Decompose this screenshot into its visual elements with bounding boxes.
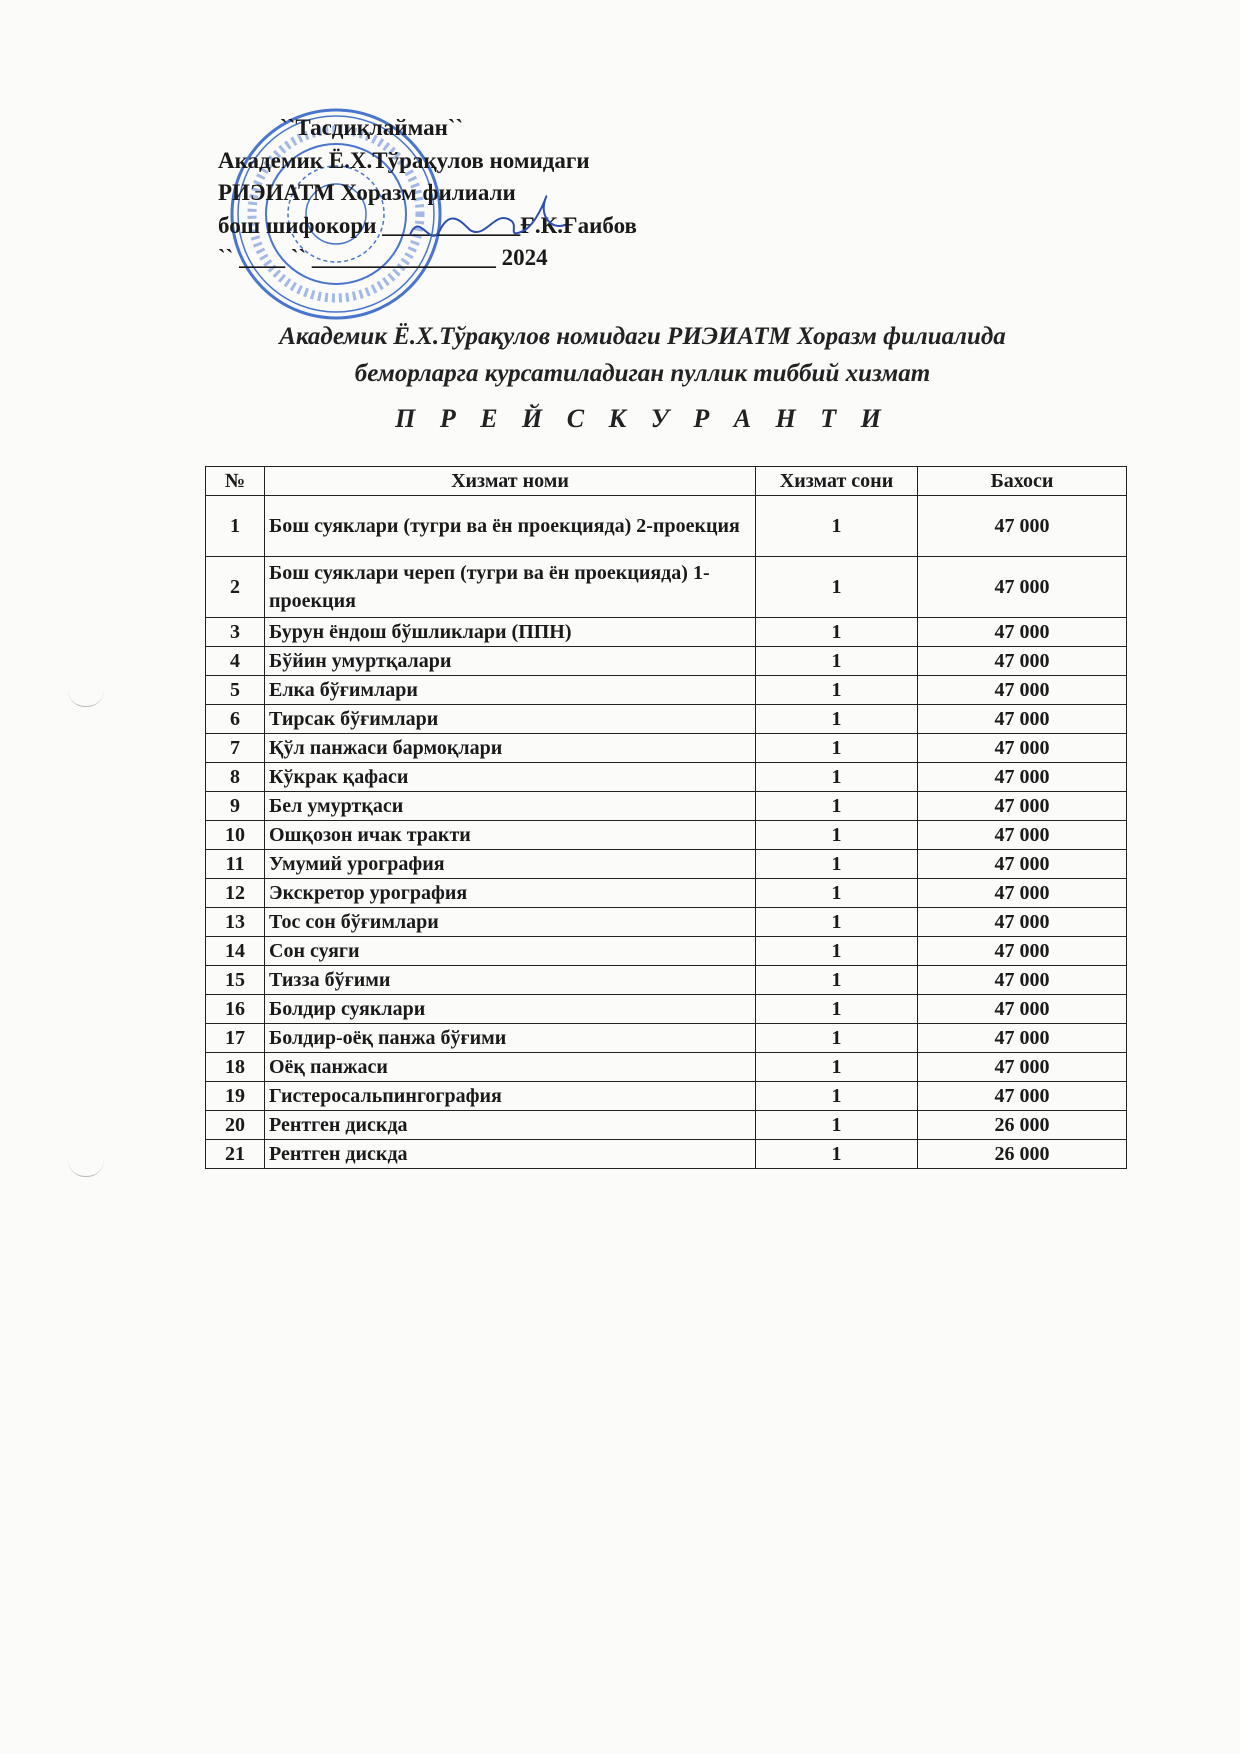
service-price: 47 000 [918, 705, 1127, 734]
row-number: 18 [206, 1053, 265, 1082]
service-name: Бурун ёндош бўшликлари (ППН) [265, 618, 756, 647]
service-quantity: 1 [756, 1082, 918, 1111]
service-price: 26 000 [918, 1140, 1127, 1169]
service-price: 47 000 [918, 734, 1127, 763]
service-quantity: 1 [756, 763, 918, 792]
table-row [206, 1053, 1127, 1082]
service-quantity: 1 [756, 1053, 918, 1082]
service-name: Ошқозон ичак тракти [265, 821, 756, 850]
table-row [206, 850, 1127, 879]
column-header-number: № [206, 467, 265, 496]
service-name: Тизза бўғими [265, 966, 756, 995]
table-row [206, 966, 1127, 995]
service-name: Рентген дискда [265, 1140, 756, 1169]
title-line: Академик Ё.Х.Тўрақулов номидаги РИЭИАТМ Хоразм филиалида [279, 323, 1006, 350]
service-price: 47 000 [918, 966, 1127, 995]
service-quantity: 1 [756, 618, 918, 647]
service-price: 47 000 [918, 995, 1127, 1024]
price-table [205, 466, 1127, 1169]
row-number: 12 [206, 879, 265, 908]
table-row [206, 734, 1127, 763]
service-quantity: 1 [756, 676, 918, 705]
row-number: 4 [206, 647, 265, 676]
column-header-price: Бахоси [918, 467, 1127, 496]
table-row [206, 647, 1127, 676]
service-price: 47 000 [918, 792, 1127, 821]
service-quantity: 1 [756, 1111, 918, 1140]
table-row [206, 1111, 1127, 1140]
table-row [206, 557, 1127, 618]
service-name: Болдир-оёқ панжа бўғими [265, 1024, 756, 1053]
price-list-heading: П Р Е Й С К У Р А Н Т И [395, 404, 890, 433]
row-number: 11 [206, 850, 265, 879]
row-number: 5 [206, 676, 265, 705]
service-quantity: 1 [756, 647, 918, 676]
row-number: 1 [206, 496, 265, 557]
document-title [0, 318, 1240, 392]
service-price: 47 000 [918, 1082, 1127, 1111]
service-quantity: 1 [756, 557, 918, 618]
column-header-quantity: Хизмат сони [756, 467, 918, 496]
service-name: Рентген дискда [265, 1111, 756, 1140]
service-price: 47 000 [918, 821, 1127, 850]
service-name: Умумий урография [265, 850, 756, 879]
service-price: 47 000 [918, 1024, 1127, 1053]
service-name: Бош суяклари (тугри ва ён проекцияда) 2-проекция [265, 496, 756, 557]
service-name: Экскретор урография [265, 879, 756, 908]
row-number: 17 [206, 1024, 265, 1053]
row-number: 19 [206, 1082, 265, 1111]
row-number: 8 [206, 763, 265, 792]
service-quantity: 1 [756, 850, 918, 879]
service-price: 47 000 [918, 908, 1127, 937]
service-price: 47 000 [918, 676, 1127, 705]
service-quantity: 1 [756, 705, 918, 734]
title-line: беморларга курсатиладиган пуллик тиббий хизмат [354, 360, 931, 387]
row-number: 15 [206, 966, 265, 995]
service-price: 47 000 [918, 647, 1127, 676]
table-row [206, 821, 1127, 850]
service-quantity: 1 [756, 937, 918, 966]
service-name: Гистеросальпингография [265, 1082, 756, 1111]
table-row [206, 705, 1127, 734]
row-number: 9 [206, 792, 265, 821]
approval-heading: ``Тасдиқлайман`` [280, 115, 464, 140]
row-number: 21 [206, 1140, 265, 1169]
row-number: 6 [206, 705, 265, 734]
service-quantity: 1 [756, 821, 918, 850]
table-row [206, 995, 1127, 1024]
row-number: 10 [206, 821, 265, 850]
row-number: 16 [206, 995, 265, 1024]
table-header-row [206, 467, 1127, 496]
approval-date: `` ____ `` ________________ 2024 [218, 245, 548, 270]
service-quantity: 1 [756, 496, 918, 557]
service-price: 47 000 [918, 763, 1127, 792]
table-row [206, 763, 1127, 792]
table-row [206, 879, 1127, 908]
table-row [206, 908, 1127, 937]
service-price: 47 000 [918, 850, 1127, 879]
service-price: 26 000 [918, 1111, 1127, 1140]
table-row [206, 792, 1127, 821]
table-row [206, 1140, 1127, 1169]
row-number: 7 [206, 734, 265, 763]
approval-line: РИЭИАТМ Хоразм филиали [218, 180, 516, 205]
service-quantity: 1 [756, 734, 918, 763]
service-price: 47 000 [918, 618, 1127, 647]
table-row [206, 618, 1127, 647]
punch-hole-mark [68, 1160, 104, 1177]
service-name: Тирсак бўғимлари [265, 705, 756, 734]
punch-hole-mark [68, 690, 104, 707]
service-price: 47 000 [918, 1053, 1127, 1082]
service-name: Сон суяги [265, 937, 756, 966]
service-quantity: 1 [756, 879, 918, 908]
service-quantity: 1 [756, 908, 918, 937]
service-price: 47 000 [918, 496, 1127, 557]
row-number: 2 [206, 557, 265, 618]
service-name: Елка бўғимлари [265, 676, 756, 705]
service-quantity: 1 [756, 1140, 918, 1169]
service-name: Бўйин умуртқалари [265, 647, 756, 676]
row-number: 3 [206, 618, 265, 647]
table-row [206, 676, 1127, 705]
service-name: Тос сон бўғимлари [265, 908, 756, 937]
service-quantity: 1 [756, 1024, 918, 1053]
row-number: 13 [206, 908, 265, 937]
service-quantity: 1 [756, 792, 918, 821]
signature [400, 180, 600, 265]
approval-signatory: бош шифокори ____________Ғ.К.Ғаибов [218, 212, 637, 238]
row-number: 14 [206, 937, 265, 966]
table-row [206, 1024, 1127, 1053]
service-name: Бел умуртқаси [265, 792, 756, 821]
service-price: 47 000 [918, 557, 1127, 618]
service-name: Болдир суяклари [265, 995, 756, 1024]
table-row [206, 1082, 1127, 1111]
service-price: 47 000 [918, 937, 1127, 966]
approval-line: Академик Ё.Х.Тўрақулов номидаги [218, 147, 590, 173]
table-row [206, 937, 1127, 966]
service-price: 47 000 [918, 879, 1127, 908]
service-name: Бош суяклари череп (тугри ва ён проекцияда) 1- проекция [265, 557, 756, 618]
service-name: Қўл панжаси бармоқлари [265, 734, 756, 763]
column-header-service-name: Хизмат номи [265, 467, 756, 496]
service-name: Оёқ панжаси [265, 1053, 756, 1082]
row-number: 20 [206, 1111, 265, 1140]
table-row [206, 496, 1127, 557]
service-quantity: 1 [756, 995, 918, 1024]
service-name: Кўкрак қафаси [265, 763, 756, 792]
service-quantity: 1 [756, 966, 918, 995]
